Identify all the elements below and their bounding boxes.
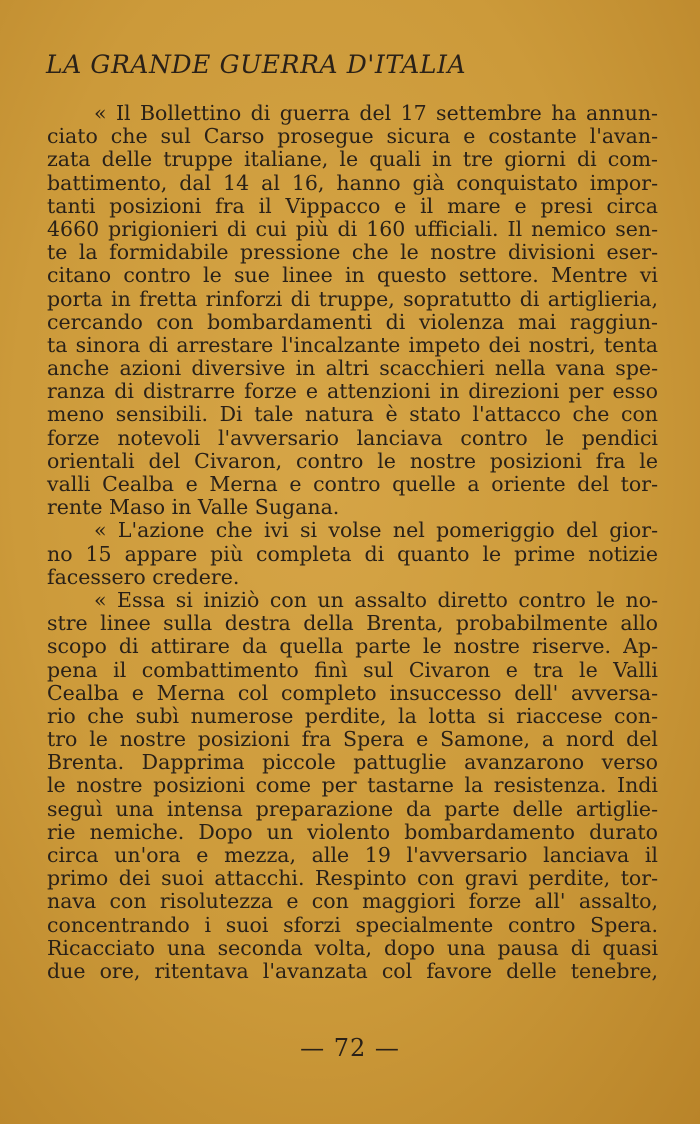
text-line: Cealba e Merna col completo insuccesso dell' avversa- [47,680,658,705]
text-line: meno sensibili. Di tale natura è stato l'attacco che con [47,402,658,427]
text-line: battimento, dal 14 al 16, hanno già conquistato impor- [47,170,658,195]
text-line: no 15 appare più completa di quanto le prime notizie [47,541,658,566]
text-line: ranza di distrarre forze e attenzioni in direzioni per esso [47,379,658,404]
text-line: zata delle truppe italiane, le quali in tre giorni di com- [47,147,658,172]
text-line: rente Maso in Valle Sugana. [47,495,340,520]
text-line: primo dei suoi attacchi. Respinto con gravi perdite, tor- [47,866,658,891]
text-line: porta in fretta rinforzi di truppe, sopratutto di artiglieria, [47,286,658,311]
text-line: facessero credere. [47,564,240,589]
text-line: rie nemiche. Dopo un violento bombardamento durato [47,819,658,844]
running-header: LA GRANDE GUERRA D'ITALIA [46,50,467,79]
page-number: — 72 — [300,1034,400,1062]
text-line: « Essa si iniziò con un assalto diretto contro le no- [94,587,658,612]
text-line: te la formidabile pressione che le nostre divisioni eser- [47,240,658,265]
text-line: Ricacciato una seconda volta, dopo una pausa di quasi [47,935,658,960]
text-line: circa un'ora e mezza, alle 19 l'avversario lanciava il [47,843,658,867]
text-line: ta sinora di arrestare l'incalzante impeto dei nostri, tenta [47,332,658,357]
text-line: rio che subì numerose perdite, la lotta si riaccese con- [47,703,658,728]
text-line: « Il Bollettino di guerra del 17 settembre ha annun- [94,101,658,125]
text-line: citano contro le sue linee in questo settore. Mentre vi [47,263,658,288]
text-line: ciato che sul Carso prosegue sicura e costante l'avan- [47,124,658,149]
text-line: Brenta. Dapprima piccole pattuglie avanzarono verso [47,750,658,775]
body-text [47,102,658,983]
text-line: scopo di attirare da quella parte le nostre riserve. Ap- [47,634,658,659]
text-line: concentrando i suoi sforzi specialmente contro Spera. [47,912,658,937]
text-line: anche azioni diversive in altri scacchieri nella vana spe- [47,356,658,381]
text-line: 4660 prigionieri di cui più di 160 ufficiali. Il nemico sen- [47,216,658,241]
text-line: seguì una intensa preparazione da parte delle artiglie- [47,796,658,821]
text-line: le nostre posizioni come per tastarne la resistenza. Indi [47,773,658,798]
text-line: due ore, ritentava l'avanzata col favore delle tenebre, [47,958,658,983]
text-line: « L'azione che ivi si volse nel pomeriggio del gior- [94,518,658,543]
text-line: forze notevoli l'avversario lanciava contro le pendici [47,425,658,450]
text-line: stre linee sulla destra della Brenta, probabilmente allo [47,611,658,636]
text-line: tro le nostre posizioni fra Spera e Samone, a nord del [47,727,658,752]
text-line: cercando con bombardamenti di violenza mai raggiun- [47,309,658,334]
text-line: tanti posizioni fra il Vippacco e il mare e presi circa [47,193,658,218]
text-line: pena il combattimento finì sul Civaron e tra le Valli [47,657,658,682]
text-line: orientali del Civaron, contro le nostre posizioni fra le [47,448,658,473]
text-line: nava con risolutezza e con maggiori forze all' assalto, [47,889,658,914]
text-line: valli Cealba e Merna e contro quelle a oriente del tor- [47,472,658,496]
